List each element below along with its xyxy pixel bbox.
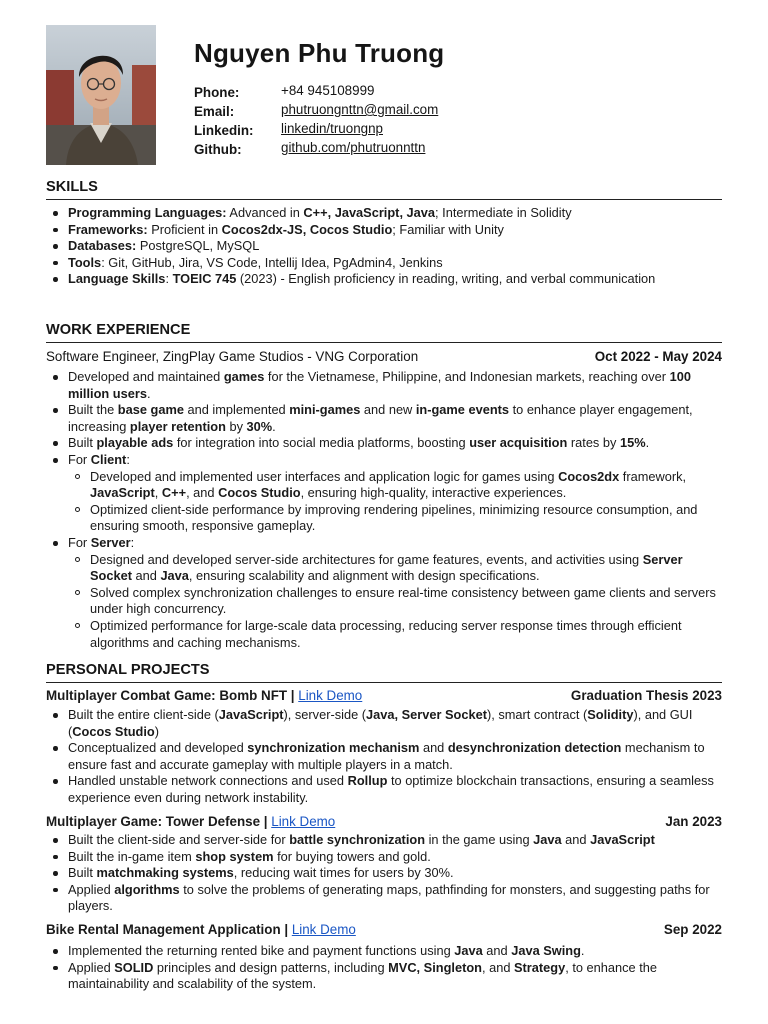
- emphasis-text: Java Swing: [511, 943, 581, 958]
- emphasis-text: C++, JavaScript, Java: [303, 205, 436, 220]
- text-run: .: [580, 943, 585, 958]
- project-header: [46, 814, 722, 829]
- emphasis-text: Cocos Studio: [218, 485, 301, 501]
- job-dates: Oct 2022 - May 2024: [594, 349, 722, 364]
- text-run: :: [165, 271, 173, 287]
- project-separator: |: [280, 922, 292, 937]
- contact-value: +84 945108999: [281, 83, 375, 98]
- text-run: to enhance player engagement, increasing: [68, 402, 693, 434]
- project-name: Bike Rental Management Application: [46, 922, 281, 937]
- text-run: Implemented the returning rented bike and payment functions using: [68, 943, 455, 958]
- project-separator: |: [260, 814, 272, 829]
- emphasis-text: Strategy: [514, 959, 566, 975]
- text-run: , ensuring high-quality, interactive experiences.: [300, 485, 567, 501]
- project-bullet: [68, 832, 722, 849]
- emphasis-text: JavaScript: [218, 707, 284, 722]
- emphasis-text: Java: [160, 568, 189, 584]
- text-run: , to enhance the maintainability and scalability of the system.: [68, 959, 658, 992]
- text-run: .: [645, 435, 650, 451]
- text-run: : Git, GitHub, Jira, VS Code, Intellij Idea, PgAdmin4, Jenkins: [101, 254, 443, 270]
- text-run: ), and GUI (: [68, 707, 693, 739]
- contact-link[interactable]: linkedin/truongnp: [281, 121, 383, 136]
- project-name: Multiplayer Combat Game: Bomb NFT: [46, 688, 288, 703]
- project-separator: |: [287, 688, 299, 703]
- contact-label: Github:: [194, 142, 242, 157]
- text-run: Designed and developed server-side architectures for game features, events, and activities using: [90, 551, 643, 567]
- project-demo-link[interactable]: Link Demo: [291, 922, 356, 937]
- text-run: and: [419, 740, 448, 756]
- text-run: Built the entire client-side (: [68, 707, 219, 722]
- emphasis-text: 30%: [246, 418, 273, 434]
- work-sub-bullet: [90, 618, 722, 651]
- skill-item: [68, 205, 722, 222]
- work-sub-bullet: [90, 552, 722, 585]
- emphasis-text: Client: [90, 451, 127, 467]
- work-bullet: [68, 535, 722, 651]
- project-list: [46, 943, 722, 993]
- text-run: Built: [68, 435, 97, 451]
- emphasis-text: Java: [533, 832, 562, 847]
- text-run: for integration into social media platforms, boosting: [173, 435, 470, 451]
- emphasis-text: 15%: [619, 435, 646, 451]
- work-divider: [46, 342, 722, 343]
- emphasis-text: Solidity: [587, 707, 634, 722]
- project-name: Multiplayer Game: Tower Defense: [46, 814, 261, 829]
- skills-heading: SKILLS: [46, 179, 98, 195]
- emphasis-text: mini-games: [289, 402, 361, 418]
- contact-link[interactable]: github.com/phutruonnttn: [281, 140, 426, 155]
- text-run: framework,: [619, 468, 687, 484]
- work-sub-list: [68, 552, 722, 652]
- contact-row: [194, 119, 438, 138]
- project-bullet: [68, 849, 722, 866]
- work-list: [46, 369, 722, 651]
- skill-item: [68, 222, 722, 239]
- emphasis-text: games: [223, 369, 265, 384]
- contact-row: [194, 100, 438, 119]
- text-run: .: [146, 385, 151, 401]
- emphasis-text: user acquisition: [469, 435, 568, 451]
- emphasis-text: 100 million users: [68, 369, 691, 401]
- project-header: [46, 688, 722, 703]
- text-run: ; Intermediate in Solidity: [435, 205, 572, 220]
- text-run: for buying towers and gold.: [273, 848, 431, 864]
- text-run: Proficient in: [147, 221, 222, 237]
- text-run: ,: [154, 485, 162, 501]
- text-run: Optimized performance for large-scale data processing, reducing server response times through efficient algorithms and caching mechanisms.: [90, 617, 682, 650]
- emphasis-text: Databases:: [68, 238, 137, 254]
- text-run: for the Vietnamese, Philippine, and Indonesian markets, reaching over: [264, 369, 670, 384]
- text-run: and new: [360, 402, 416, 418]
- project-bullet: [68, 707, 722, 740]
- emphasis-text: Programming Languages:: [68, 205, 227, 220]
- contact-label: Linkedin:: [194, 123, 254, 138]
- emphasis-text: Tools: [68, 254, 102, 270]
- emphasis-text: JavaScript: [90, 485, 155, 501]
- text-run: to optimize blockchain transactions, ensuring a seamless experience even during network instability.: [68, 773, 714, 805]
- emphasis-text: in-game events: [415, 402, 510, 418]
- project-bullet: [68, 943, 722, 960]
- emphasis-text: Cocos Studio: [72, 723, 155, 739]
- text-run: Handled unstable network connections and used: [68, 773, 348, 789]
- text-run: Built: [68, 865, 97, 881]
- emphasis-text: battle synchronization: [289, 832, 426, 847]
- work-bullet: [68, 452, 722, 535]
- projects-heading: PERSONAL PROJECTS: [46, 662, 210, 678]
- job-header: [46, 349, 722, 364]
- text-run: PostgreSQL, MySQL: [136, 238, 260, 254]
- skill-item: [68, 271, 722, 288]
- emphasis-text: Rollup: [347, 773, 388, 789]
- emphasis-text: algorithms: [114, 881, 180, 897]
- emphasis-text: Java, Server Socket: [366, 707, 487, 722]
- text-run: Advanced in: [226, 205, 304, 220]
- contact-info: [194, 81, 438, 157]
- project-bullet: [68, 865, 722, 882]
- emphasis-text: Server Socket: [90, 551, 683, 584]
- text-run: Applied: [68, 881, 115, 897]
- text-run: .: [272, 418, 276, 434]
- text-run: in the game using: [425, 832, 534, 847]
- projects-divider: [46, 682, 722, 683]
- text-run: Developed and implemented user interfaces and application logic for games using: [90, 468, 559, 484]
- contact-link[interactable]: phutruongnttn@gmail.com: [281, 102, 439, 117]
- emphasis-text: MVC, Singleton: [388, 959, 482, 975]
- text-run: and: [131, 568, 161, 584]
- profile-photo: [46, 25, 156, 165]
- project-bullet: [68, 740, 722, 773]
- text-run: and: [561, 832, 591, 847]
- emphasis-text: JavaScript: [590, 832, 655, 847]
- work-bullet: [68, 435, 722, 452]
- text-run: ; Familiar with Unity: [392, 221, 504, 237]
- text-run: and: [482, 943, 512, 958]
- text-run: :: [130, 534, 135, 550]
- skill-item: [68, 255, 722, 272]
- contact-row: [194, 138, 438, 157]
- emphasis-text: matchmaking systems: [96, 865, 234, 881]
- text-run: Conceptualized and developed: [68, 740, 248, 756]
- contact-label: Phone:: [194, 85, 240, 100]
- candidate-name: Nguyen Phu Truong: [194, 38, 445, 68]
- emphasis-text: TOEIC 745: [172, 271, 237, 287]
- work-bullet: [68, 402, 722, 435]
- emphasis-text: player retention: [129, 418, 226, 434]
- emphasis-text: Server: [90, 534, 131, 550]
- emphasis-text: desynchronization detection: [447, 740, 622, 756]
- text-run: Solved complex synchronization challenges to ensure real-time consistency between game clients and servers under high concurrency.: [90, 584, 716, 617]
- text-run: ), smart contract (: [486, 707, 588, 722]
- text-run: and implemented: [183, 402, 290, 418]
- text-run: For: [68, 451, 91, 467]
- emphasis-text: synchronization mechanism: [247, 740, 420, 756]
- project-date: Sep 2022: [663, 922, 722, 937]
- emphasis-text: Language Skills: [68, 271, 166, 287]
- text-run: rates by: [567, 435, 620, 451]
- emphasis-text: shop system: [195, 848, 274, 864]
- text-run: ): [154, 723, 159, 739]
- emphasis-text: SOLID: [114, 959, 154, 975]
- text-run: , and: [481, 959, 514, 975]
- work-sub-bullet: [90, 585, 722, 618]
- project-demo-link[interactable]: Link Demo: [298, 688, 363, 703]
- contact-row: [194, 81, 438, 100]
- emphasis-text: Frameworks:: [68, 221, 148, 237]
- project-bullet: [68, 882, 722, 915]
- job-title: Software Engineer, ZingPlay Game Studios - VNG Corporation: [46, 349, 419, 364]
- text-run: Built the: [68, 402, 118, 418]
- project-bullet: [68, 773, 722, 806]
- text-run: , and: [186, 485, 219, 501]
- text-run: Optimized client-side performance by improving rendering pipelines, minimizing resource consumption, and ensuring smooth, responsive gameplay.: [90, 501, 698, 534]
- text-run: to solve the problems of generating maps, pathfinding for monsters, and suggesting paths for players.: [68, 881, 710, 914]
- work-sub-list: [68, 469, 722, 535]
- emphasis-text: Java: [454, 943, 483, 958]
- text-run: (2023) - English proficiency in reading, writing, and verbal communication: [236, 271, 656, 287]
- emphasis-text: C++: [161, 485, 187, 501]
- project-date: Jan 2023: [665, 814, 722, 829]
- contact-label: Email:: [194, 104, 235, 119]
- text-run: mechanism to ensure fast and accurate gameplay with multiple players in a match.: [68, 740, 705, 772]
- text-run: For: [68, 534, 91, 550]
- text-run: ), server-side (: [283, 707, 367, 722]
- text-run: Built the in-game item: [68, 848, 196, 864]
- text-run: Built the client-side and server-side for: [68, 832, 290, 847]
- project-bullet: [68, 960, 722, 993]
- work-sub-bullet: [90, 469, 722, 502]
- skills-divider: [46, 199, 722, 200]
- work-heading: WORK EXPERIENCE: [46, 322, 191, 338]
- emphasis-text: base game: [117, 402, 184, 418]
- text-run: , reducing wait times for users by 30%.: [233, 865, 454, 881]
- text-run: Developed and maintained: [68, 369, 224, 384]
- text-run: , ensuring scalability and alignment with design specifications.: [188, 568, 540, 584]
- project-demo-link[interactable]: Link Demo: [271, 814, 336, 829]
- emphasis-text: playable ads: [96, 435, 174, 451]
- project-list: [46, 832, 722, 915]
- text-run: :: [126, 451, 130, 467]
- text-run: Applied: [68, 959, 115, 975]
- work-bullet: [68, 369, 722, 402]
- emphasis-text: Cocos2dx-JS, Cocos Studio: [221, 221, 393, 237]
- skills-list: [46, 205, 722, 288]
- project-list: [46, 707, 722, 807]
- project-header: [46, 922, 722, 937]
- work-sub-bullet: [90, 502, 722, 535]
- text-run: by: [225, 418, 247, 434]
- skill-item: [68, 238, 722, 255]
- text-run: principles and design patterns, including: [153, 959, 389, 975]
- project-date: Graduation Thesis 2023: [570, 688, 722, 703]
- emphasis-text: Cocos2dx: [558, 468, 620, 484]
